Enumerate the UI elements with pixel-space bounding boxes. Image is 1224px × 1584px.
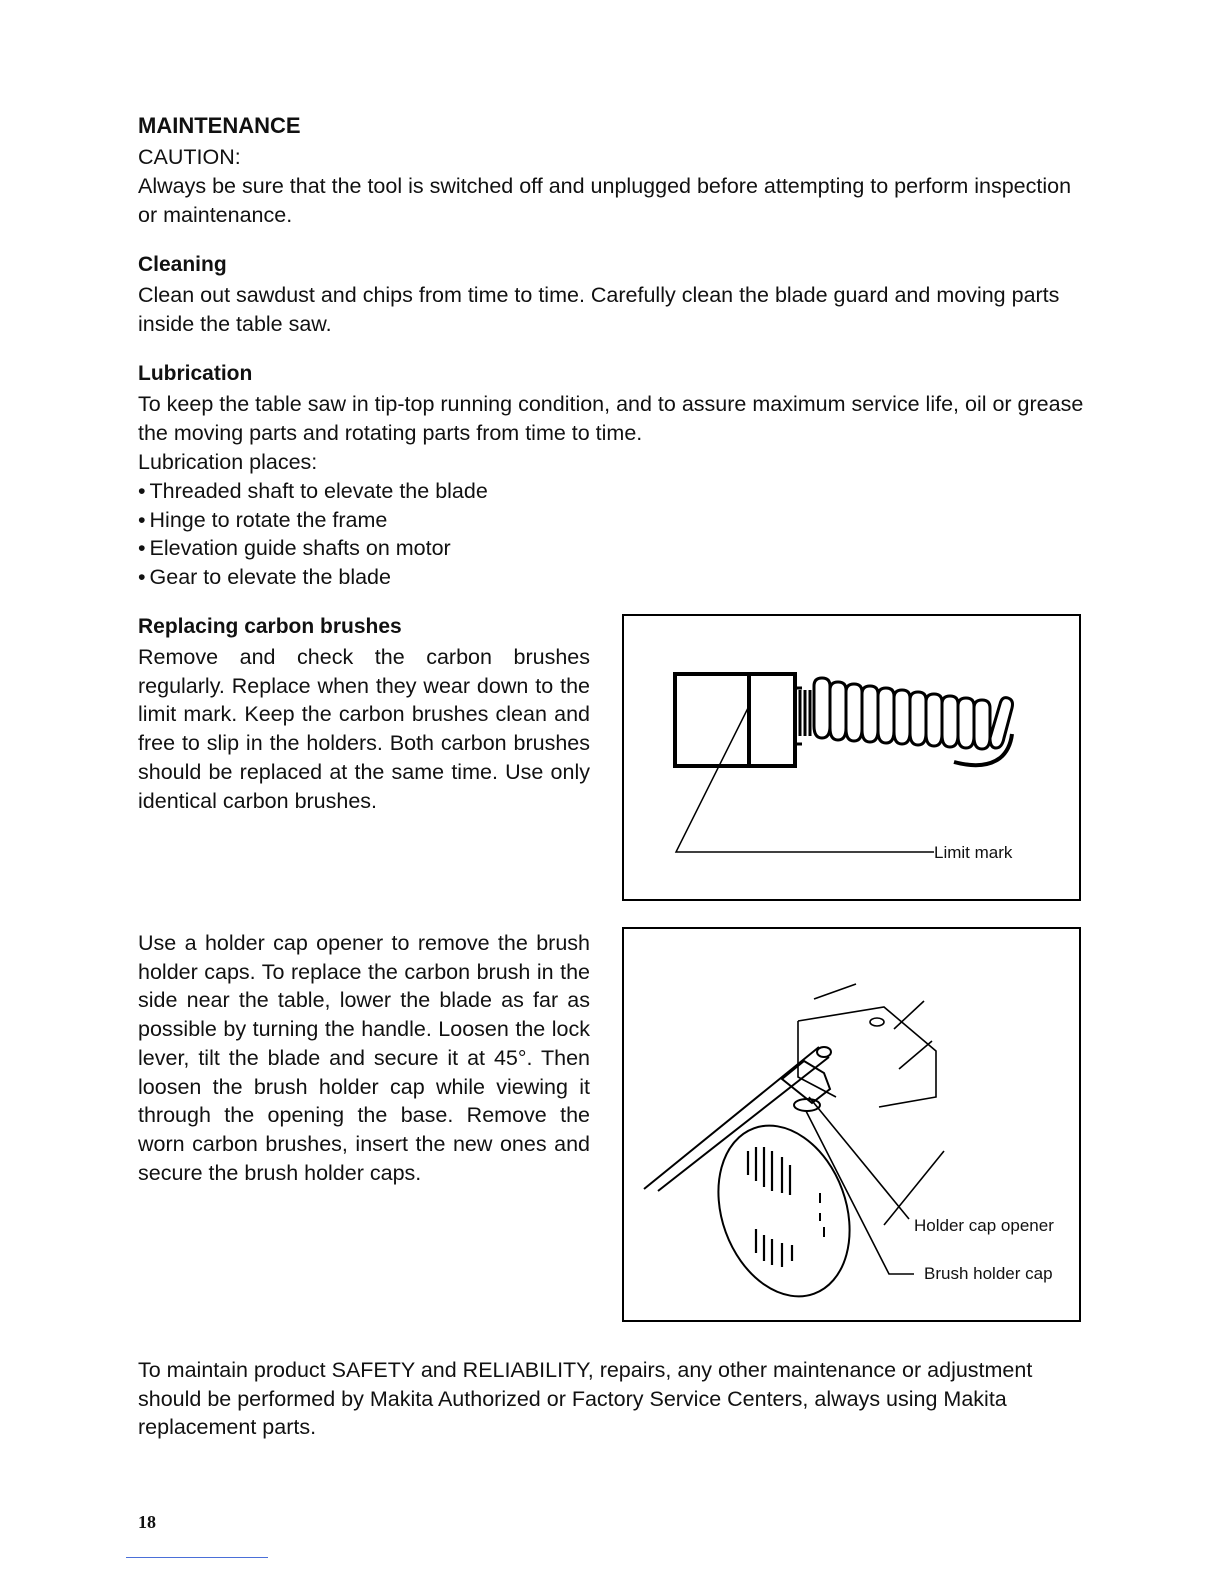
cleaning-title: Cleaning xyxy=(138,253,227,276)
lubrication-title: Lubrication xyxy=(138,362,253,385)
holder-cap-text: Use a holder cap opener to remove the brush holder caps. To replace the carbon brush in the side near the table, lower the blade as far as possible by turning the handle. Loosen the lock lever, tilt the blade and secure it at 45°. Then loosen the brush holder cap while viewing it through the opening the base. Remove the worn carbon brushes, insert the new ones and secure the brush holder caps. xyxy=(138,931,590,1185)
lubrication-text: To keep the table saw in tip-top running condition, and to assure maximum service life, oil or grease the moving parts and rotating parts from time to time. xyxy=(138,392,1084,445)
holder-cap-illustration xyxy=(624,929,1079,1320)
service-note: To maintain product SAFETY and RELIABILITY, repairs, any other maintenance or adjustment should be performed by Makita Authorized or Factory Service Centers, always using Makita replacement parts. xyxy=(138,1358,1033,1440)
carbon-brushes-text: Remove and check the carbon brushes regularly. Replace when they wear down to the limit mark. Keep the carbon brushes clean and free to slip in the holders. Both carbon brushes should be replaced at the same time. Use only identical carbon brushes. xyxy=(138,645,590,813)
lubrication-places-label: Lubrication places: xyxy=(138,450,318,474)
limit-mark-label: Limit mark xyxy=(934,843,1013,862)
spring-coil xyxy=(795,678,1013,765)
caution-label: CAUTION: xyxy=(138,145,241,169)
brush-holder-cap-leader xyxy=(806,1111,914,1274)
lubrication-places-list xyxy=(138,477,488,592)
housing-hole xyxy=(870,1018,884,1026)
holder-cap-figure xyxy=(622,927,1081,1322)
brush-holder-cap-label: Brush holder cap xyxy=(924,1264,1053,1283)
holder-cap-opener-label: Holder cap opener xyxy=(914,1216,1054,1235)
carbon-brush-figure xyxy=(622,614,1081,901)
page-number: 18 xyxy=(138,1512,156,1532)
brush-holder-cap xyxy=(696,1107,873,1315)
cleaning-text: Clean out sawdust and chips from time to time. Carefully clean the blade guard and moving parts inside the table saw. xyxy=(138,283,1060,336)
list-item: • Threaded shaft to elevate the blade xyxy=(138,477,488,506)
carbon-brushes-title: Replacing carbon brushes xyxy=(138,615,402,638)
carbon-brush-block xyxy=(675,674,795,766)
bottom-rule xyxy=(126,1557,268,1558)
maintenance-title: MAINTENANCE xyxy=(138,113,301,138)
list-item: • Hinge to rotate the frame xyxy=(138,506,488,535)
caution-text: Always be sure that the tool is switched off and unplugged before attempting to perform inspection or maintenance. xyxy=(138,174,1072,227)
list-item: • Gear to elevate the blade xyxy=(138,563,488,592)
carbon-brush-illustration xyxy=(624,616,1079,899)
list-item: • Elevation guide shafts on motor xyxy=(138,534,488,563)
motor-housing xyxy=(798,1007,936,1107)
